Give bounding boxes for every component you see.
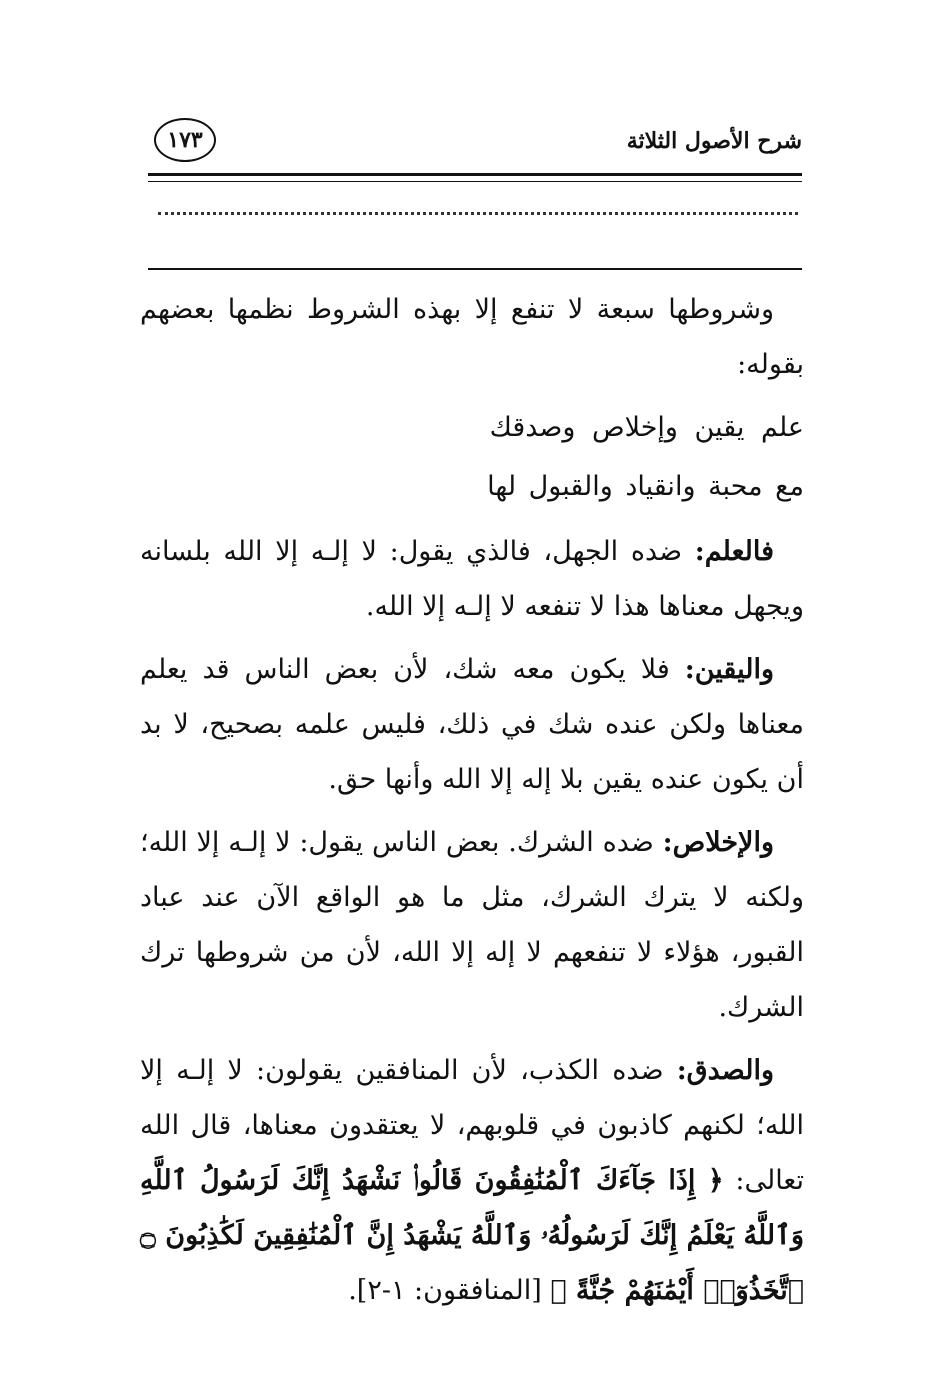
running-title: شرح الأصول الثلاثة [626,128,802,154]
footnote-separator-rule [148,268,802,270]
term-ikhlas: والإخلاص: [662,827,774,858]
quran-citation: [المنافقون: ١-٢]. [348,1275,551,1306]
paragraph-sidq [140,1043,804,1318]
intro-paragraph: وشروطها سبعة لا تنفع إلا بهذه الشروط نظمها بعضهم بقوله: [140,294,804,380]
poem-verse-1: علم يقين وإخلاص وصدقك [489,412,804,443]
body-text [140,282,804,1318]
paragraph-ikhlas [140,815,804,1035]
page-header [148,118,802,174]
header-rule-thick [148,173,802,176]
poem-verse-2: مع محبة وانقياد والقبول لها [487,471,804,502]
ilm-text: ضده الجهل، فالذي يقول: لا إلـه إلا الله بلسانه ويجهل معناها هذا لا تنفعه لا إلـه إلا الله. [140,536,804,622]
paragraph-yaqin [140,642,804,807]
term-ilm: فالعلم: [694,536,774,567]
term-sidq: والصدق: [676,1055,774,1086]
yaqin-text: فلا يكون معه شك، لأن بعض الناس قد يعلم معناها ولكن عنده شك في ذلك، فليس علمه بصحيح، لا بد أن يكون عنده يقين بلا إله إلا الله وأنها حق. [140,654,804,795]
header-rule-thin [148,181,802,182]
dotted-separator [158,212,798,215]
quran-quote: ﴿ إِذَا جَآءَكَ ٱلْمُنَٰفِقُونَ قَالُوا۟ نَشْهَدُ إِنَّكَ لَرَسُولُ ٱللَّهِ وَٱللَّهُ يَعْلَمُ إِنَّكَ لَرَسُولُهُۥ وَٱللَّهُ يَشْهَدُ إِنَّ ٱلْمُنَٰفِقِينَ لَكَٰذِبُونَ ۝ ٱتَّخَذُوٓا۟ أَيْمَٰنَهُمْ جُنَّةً ﴾ [140,1165,804,1306]
term-yaqin: واليقين: [684,654,774,685]
sidq-text: ضده الكذب، لأن المنافقين يقولون: لا إلـه إلا الله؛ لكنهم كاذبون في قلوبهم، لا يعتقدون معناها، قال الله تعالى: [140,1055,804,1196]
ikhlas-text: ضده الشرك. بعض الناس يقول: لا إلـه إلا الله؛ ولكنه لا يترك الشرك، مثل ما هو الواقع الآن عند عباد القبور، هؤلاء لا تنفعهم لا إله إلا الله، لأن من شروطها ترك الشرك. [140,827,804,1023]
page-number-badge: ١٧٣ [154,118,216,162]
paragraph-ilm [140,524,804,634]
